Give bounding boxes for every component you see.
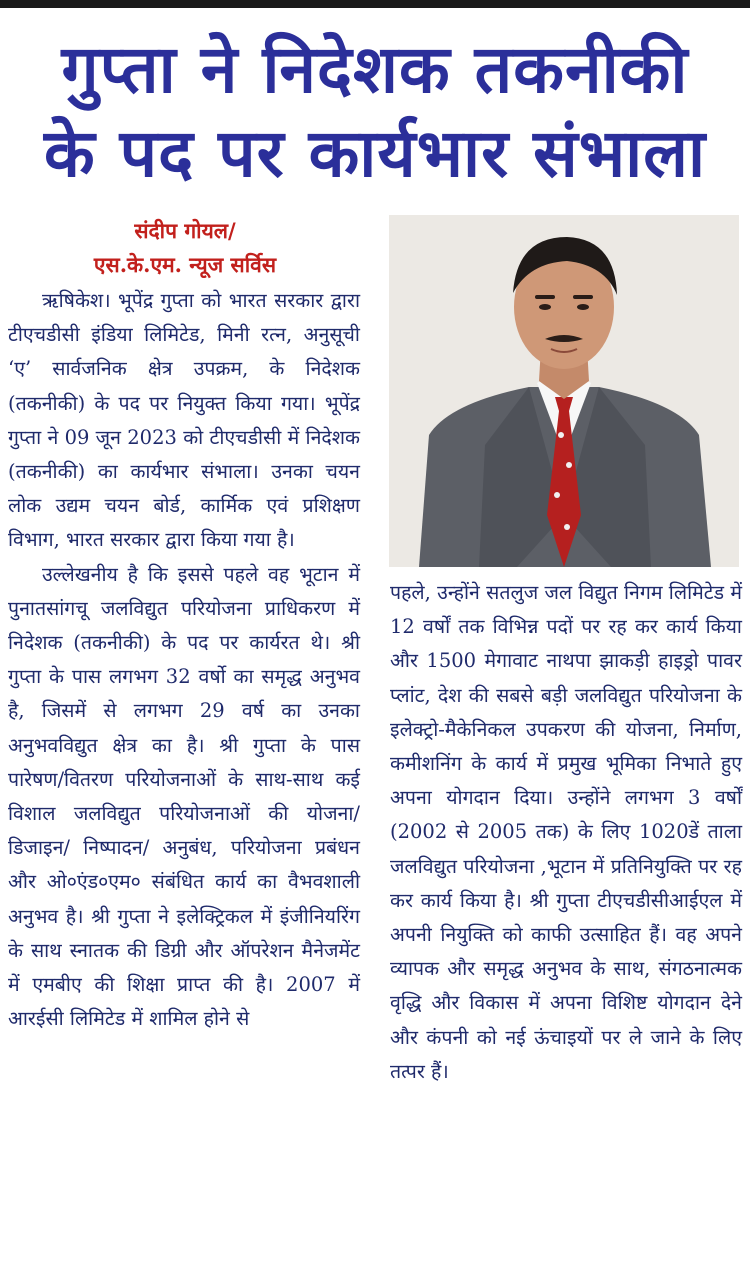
byline-author: संदीप गोयल/ [134,218,236,243]
headline-line-2: के पद पर कार्यभार संभाला [43,115,707,192]
paragraph: उल्लेखनीय है कि इससे पहले वह भूटान में पुनातसांगचू जलविद्युत परियोजना प्राधिकरण में निदेशक (तकनीकी) के पद पर कार्यरत थे। श्री गुप्ता के पास लगभग 32 वर्षो का समृद्ध अनुभव है, जिसमें से लगभग 29 वर्ष का उनका अनुभवविद्युत क्षेत्र का है। श्री गुप्ता के पास पारेषण/वितरण परियोजनाओं के साथ-साथ कई विशाल जलविद्युत परियोजनाओं की योजना/ डिजाइन/ निष्पादन/ अनुबंध, परियोजना प्रबंधन और ओ०एंड०एम० संबंधित कार्य का वैभवशाली अनुभव है। श्री गुप्ता ने इलेक्ट्रिकल में इंजीनियरिंग के साथ स्नातक की डिग्री और ऑपरेशन मैनेजमेंट में एमबीए की शिक्षा प्राप्त की है। 2007 में आरईसी लिमिटेड में शामिल होने से [8,562,360,1031]
paragraph: ऋषिकेश। भूपेंद्र गुप्ता को भारत सरकार द्वारा टीएचडीसी इंडिया लिमिटेड, मिनी रत्न, अनुसूची ‘ए’ सार्वजनिक क्षेत्र उपक्रम, के निदेशक (तकनीकी) के पद पर नियुक्त किया गया। भूपेंद्र गुप्ता ने 09 जून 2023 को टीएचडीसी में निदेशक (तकनीकी) का कार्यभार संभाला। उनका चयन लोक उद्यम चयन बोर्ड, कार्मिक एवं प्रशिक्षण विभाग, भारत सरकार द्वारा किया गया है। [8,289,360,552]
headline-line-1: गुप्ता ने निदेशक तकनीकी [61,31,689,108]
byline-agency: एस.के.एम. न्यूज सर्विस [93,252,277,277]
article-column-right [390,576,742,1089]
byline [10,214,360,282]
article-column-left [8,284,360,1036]
portrait-photo [389,215,739,567]
paragraph: पहले, उन्होंने सतलुज जल विद्युत निगम लिमिटेड में 12 वर्षों तक विभिन्न पदों पर रह कर कार्य किया और 1500 मेगावाट नाथपा झाकड़ी हाइड्रो पावर प्लांट, देश की सबसे बड़ी जलविद्युत परियोजना के इलेक्ट्रो-मैकेनिकल उपकरण की योजना, निर्माण, कमीशनिंग के कार्य में प्रमुख भूमिका निभाते हुए अपना योगदान दिया। उन्होंने लगभग 3 वर्षों (2002 से 2005 तक) के लिए 1020डें ताला जलविद्युत परियोजना ,भूटान में प्रतिनियुक्ति पर रह कर कार्य किया है। श्री गुप्ता टीएचडीसीआईएल में अपनी नियुक्ति को काफी उत्साहित हैं। वह अपने व्यापक और समृद्ध अनुभव के साथ, संगठनात्मक वृद्धि और विकास में अपना विशिष्ट योगदान देने और कंपनी को नई ऊंचाइयों पर ले जाने के लिए तत्पर हैं। [390,581,742,1083]
headline [0,28,750,196]
top-rule [0,0,750,8]
